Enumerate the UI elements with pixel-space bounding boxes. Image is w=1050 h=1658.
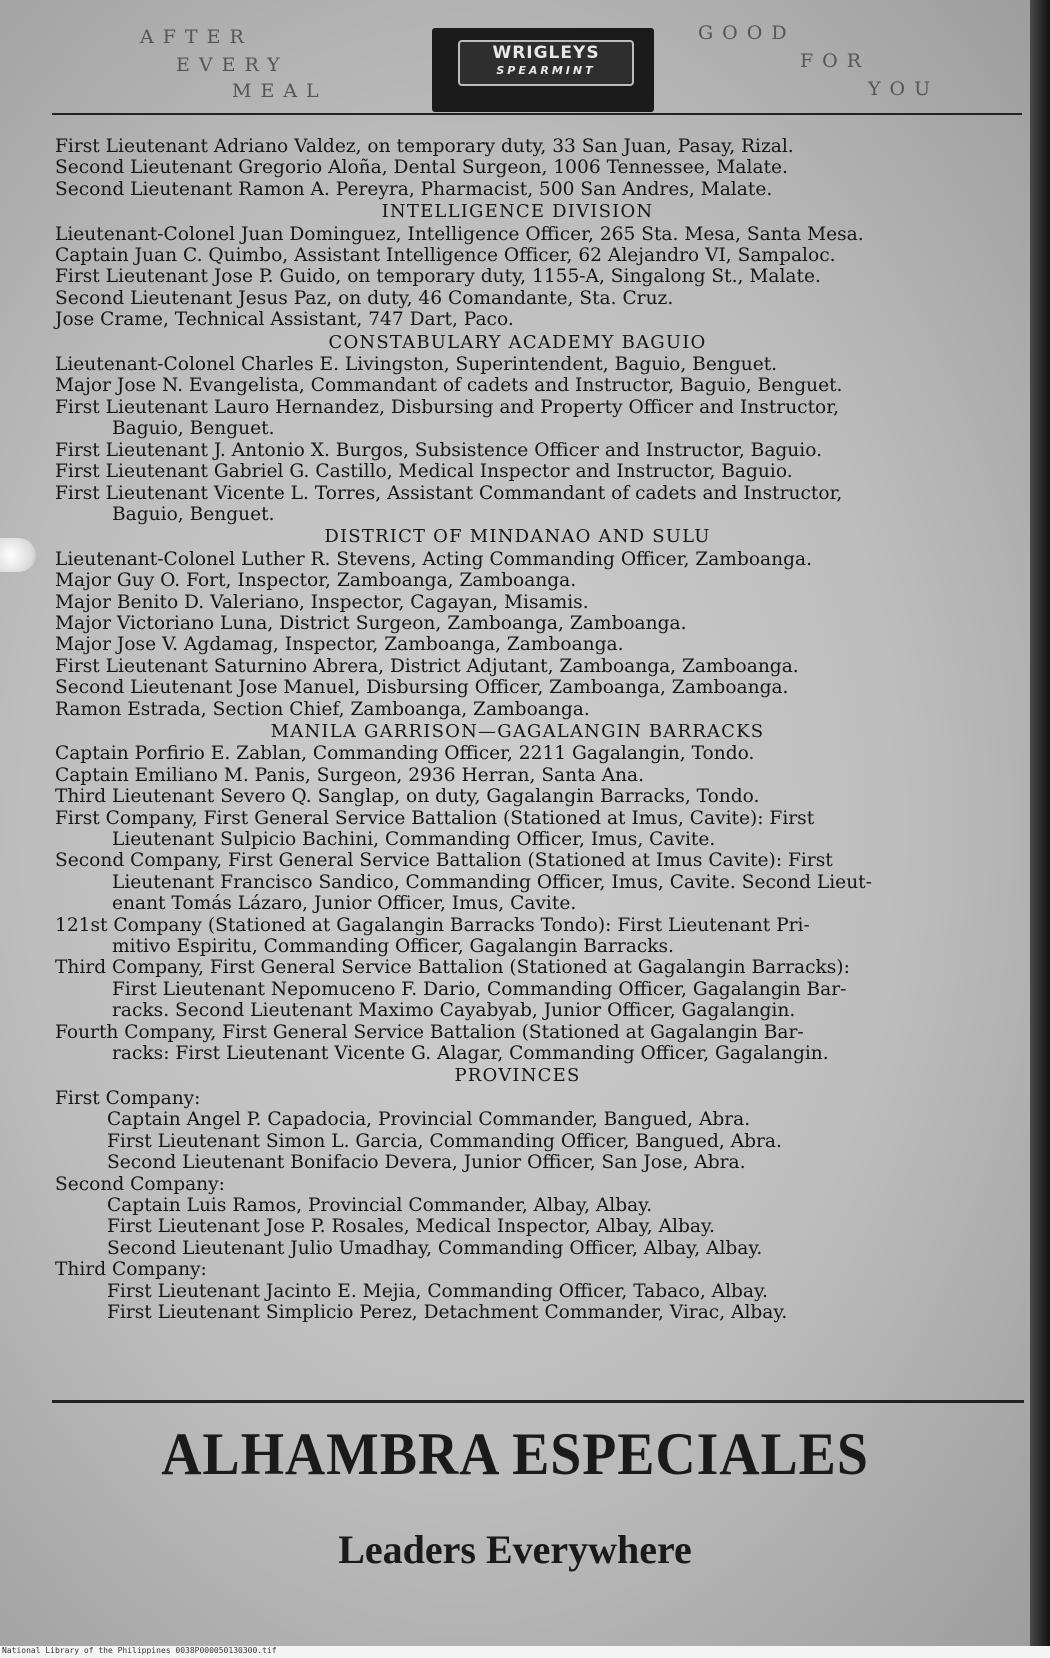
company-label: First Company:	[55, 1087, 201, 1109]
entry-line: Major Benito D. Valeriano, Inspector, Cagayan, Misamis.	[55, 591, 589, 613]
entry-line: First Lieutenant Simon L. Garcia, Commanding Officer, Bangued, Abra.	[107, 1130, 782, 1152]
entry-line: Jose Crame, Technical Assistant, 747 Dart, Paco.	[55, 309, 514, 331]
entry-continuation: enant Tomás Lázaro, Junior Officer, Imus, Cavite.	[112, 893, 577, 915]
entry-line: Third Lieutenant Severo Q. Sanglap, on duty, Gagalangin Barracks, Tondo.	[55, 786, 760, 808]
header-rule	[52, 113, 1022, 115]
entry-line: Second Lieutenant Gregorio Aloña, Dental Surgeon, 1006 Tennessee, Malate.	[55, 157, 788, 179]
company-label: Second Company:	[55, 1173, 225, 1195]
entry-continuation: racks. Second Lieutenant Maximo Cayabyab, Junior Officer, Gagalangin.	[112, 1000, 796, 1022]
entry-line: Major Jose V. Agdamag, Inspector, Zamboanga, Zamboanga.	[55, 634, 624, 656]
entry-line: Captain Luis Ramos, Provincial Commander, Albay, Albay.	[107, 1194, 653, 1216]
slogan-after: AFTER	[140, 26, 253, 48]
entry-line: First Lieutenant Lauro Hernandez, Disbursing and Property Officer and Instructor,	[55, 396, 840, 418]
entry-line: First Lieutenant Jose P. Guido, on temporary duty, 1155-A, Singalong St., Malate.	[55, 266, 821, 288]
entry-continuation: Lieutenant Sulpicio Bachini, Commanding Officer, Imus, Cavite.	[112, 829, 716, 850]
wrigleys-header-ad	[0, 20, 1030, 112]
entry-line: First Lieutenant J. Antonio X. Burgos, Subsistence Officer and Instructor, Baguio.	[55, 439, 823, 461]
entry-line: Second Lieutenant Ramon A. Pereyra, Pharmacist, 500 San Andres, Malate.	[55, 178, 773, 200]
entry-continuation: Lieutenant Francisco Sandico, Commanding Officer, Imus, Cavite. Second Lieut-	[112, 871, 872, 893]
entry-continuation: mitivo Espiritu, Commanding Officer, Gagalangin Barracks.	[112, 936, 674, 958]
slogan-you: YOU	[868, 78, 940, 100]
slogan-for: FOR	[800, 50, 871, 72]
entry-line: 121st Company (Stationed at Gagalangin Barracks Tondo): First Lieutenant Pri-	[55, 914, 810, 936]
alhambra-ad-tagline: Leaders Everywhere	[338, 1527, 692, 1572]
entry-line: Major Guy O. Fort, Inspector, Zamboanga, Zamboanga.	[55, 570, 577, 592]
section-heading-intelligence: INTELLIGENCE DIVISION	[381, 201, 654, 223]
slogan-meal: MEAL	[232, 80, 328, 102]
entry-continuation: Baguio, Benguet.	[112, 418, 275, 440]
entry-line: Second Lieutenant Julio Umadhay, Commanding Officer, Albay, Albay.	[107, 1237, 763, 1259]
entry-line: Lieutenant-Colonel Juan Dominguez, Intelligence Officer, 265 Sta. Mesa, Santa Mesa.	[55, 223, 864, 245]
entry-line: Lieutenant-Colonel Luther R. Stevens, Acting Commanding Officer, Zamboanga.	[55, 548, 812, 570]
section-heading-mindanao: DISTRICT OF MINDANAO AND SULU	[324, 526, 711, 548]
entry-line: Captain Juan C. Quimbo, Assistant Intelligence Officer, 62 Alejandro VI, Sampaloc.	[55, 245, 836, 267]
entry-line: Captain Angel P. Capadocia, Provincial Commander, Bangued, Abra.	[107, 1109, 751, 1131]
entry-line: First Company, First General Service Battalion (Stationed at Imus, Cavite): First	[55, 807, 815, 829]
slogan-every: EVERY	[176, 54, 289, 76]
entry-line: First Lieutenant Simplicio Perez, Detachment Commander, Virac, Albay.	[107, 1301, 788, 1323]
entry-line: Second Company, First General Service Battalion (Stationed at Imus Cavite): First	[55, 850, 833, 872]
entry-line: Captain Porfirio E. Zablan, Commanding Officer, 2211 Gagalangin, Tondo.	[55, 743, 755, 765]
entry-line: Major Jose N. Evangelista, Commandant of cadets and Instructor, Baguio, Benguet.	[55, 375, 843, 397]
entry-line: Second Lieutenant Bonifacio Devera, Junior Officer, San Jose, Abra.	[107, 1152, 746, 1174]
wrigleys-brand: WRIGLEYS	[492, 43, 600, 63]
entry-line: First Lieutenant Vicente L. Torres, Assistant Commandant of cadets and Instructor,	[55, 482, 843, 504]
scanner-thumb-shadow	[0, 538, 36, 572]
section-heading-provinces: PROVINCES	[454, 1065, 581, 1087]
entry-line: Third Company, First General Service Battalion (Stationed at Gagalangin Barracks):	[55, 957, 850, 979]
ad-divider-rule	[52, 1400, 1024, 1403]
entry-line: First Lieutenant Saturnino Abrera, District Adjutant, Zamboanga, Zamboanga.	[55, 655, 799, 677]
scan-footer-note: National Library of the Philippines 0038P000050130300.tif	[2, 1646, 277, 1655]
wrigleys-spearmint: SPEARMINT	[496, 64, 596, 77]
officer-directory	[55, 136, 1030, 1323]
company-label: Third Company:	[55, 1259, 207, 1281]
entry-line: Second Lieutenant Jesus Paz, on duty, 46 Comandante, Sta. Cruz.	[55, 287, 674, 309]
wrigleys-logo	[458, 40, 634, 86]
entry-line: First Lieutenant Jose P. Rosales, Medical Inspector, Albay, Albay.	[107, 1216, 715, 1238]
entry-line: Second Lieutenant Jose Manuel, Disbursing Officer, Zamboanga, Zamboanga.	[55, 677, 789, 699]
entry-continuation: Baguio, Benguet.	[112, 503, 275, 525]
alhambra-ad-title: ALHAMBRA ESPECIALES	[161, 1421, 869, 1487]
section-heading-garrison: MANILA GARRISON—GAGALANGIN BARRACKS	[270, 720, 765, 742]
section-heading-academy: CONSTABULARY ACADEMY BAGUIO	[328, 331, 707, 353]
entry-line: Major Victoriano Luna, District Surgeon, Zamboanga, Zamboanga.	[55, 612, 687, 634]
page-edge-shadow	[1030, 0, 1050, 1658]
entry-line: Captain Emiliano M. Panis, Surgeon, 2936 Herran, Santa Ana.	[55, 764, 644, 786]
entry-line: Lieutenant-Colonel Charles E. Livingston, Superintendent, Baguio, Benguet.	[55, 354, 778, 376]
entry-line: First Lieutenant Gabriel G. Castillo, Medical Inspector and Instructor, Baguio.	[55, 461, 793, 483]
entry-line: Ramon Estrada, Section Chief, Zamboanga, Zamboanga.	[55, 698, 590, 720]
entry-line: First Lieutenant Jacinto E. Mejia, Commanding Officer, Tabaco, Albay.	[107, 1280, 768, 1302]
slogan-good: GOOD	[698, 22, 796, 44]
entry-line: Fourth Company, First General Service Battalion (Stationed at Gagalangin Bar-	[55, 1021, 804, 1043]
entry-continuation: racks: First Lieutenant Vicente G. Alagar, Commanding Officer, Gagalangin.	[112, 1043, 829, 1065]
entry-line: First Lieutenant Adriano Valdez, on temporary duty, 33 San Juan, Pasay, Rizal.	[55, 136, 794, 157]
wrigleys-logo-box	[432, 28, 654, 112]
entry-continuation: First Lieutenant Nepomuceno F. Dario, Commanding Officer, Gagalangin Bar-	[112, 978, 847, 1000]
